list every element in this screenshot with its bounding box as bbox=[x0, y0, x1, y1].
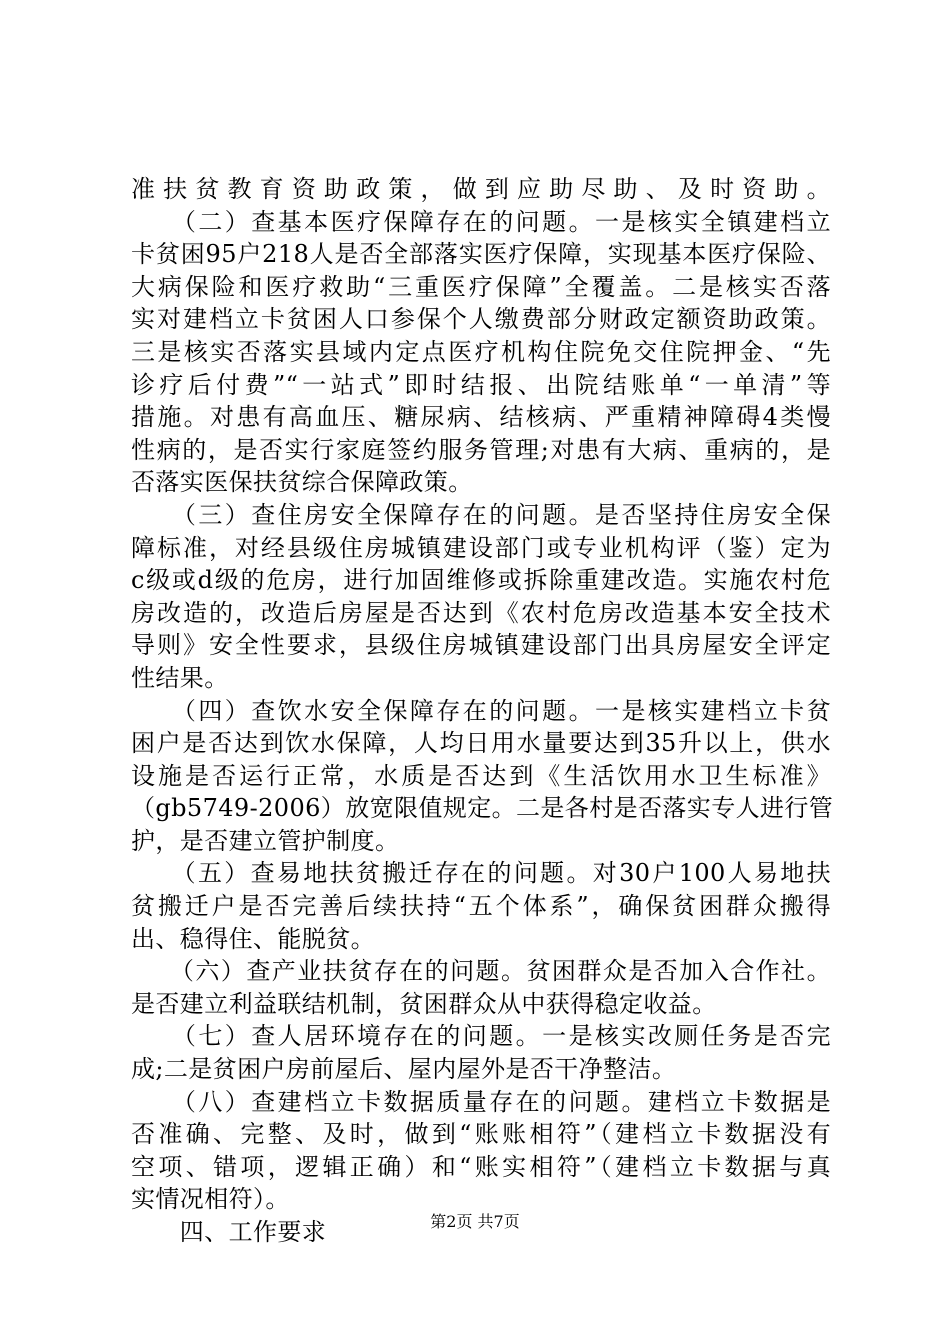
text-line: 实对建档立卡贫困人口参保个人缴费部分财政定额资助政策。 bbox=[131, 305, 831, 334]
text-line: 成;二是贫困户房前屋后、屋内屋外是否干净整洁。 bbox=[131, 1055, 677, 1084]
page-footer: 第2页 共7页 bbox=[430, 1212, 520, 1231]
text-line: 诊疗后付费”“一站式”即时结报、出院结账单“一单清”等 bbox=[131, 370, 831, 399]
section-heading: 四、工作要求 bbox=[131, 1218, 327, 1246]
text-line: 房改造的，改造后房屋是否达到《农村危房改造基本安全技术 bbox=[131, 598, 831, 627]
text-line: 三是核实否落实县域内定点医疗机构住院免交住院押金、“先 bbox=[131, 337, 831, 366]
text-line: 实情况相符）。 bbox=[131, 1185, 290, 1214]
text-line: （七）查人居环境存在的问题。一是核实改厕任务是否完 bbox=[131, 1022, 831, 1051]
text-line: 大病保险和医疗救助“三重医疗保障”全覆盖。二是核实否落 bbox=[131, 272, 831, 301]
document-body bbox=[131, 173, 834, 1249]
text-line: 准扶贫教育资助政策，做到应助尽助、及时资助。 bbox=[131, 175, 831, 203]
text-line: 贫搬迁户是否完善后续扶持“五个体系”，确保贫困群众搬得 bbox=[131, 892, 831, 921]
text-line: 是否建立利益联结机制，贫困群众从中获得稳定收益。 bbox=[131, 989, 717, 1018]
text-line: 障标准，对经县级住房城镇建设部门或专业机构评（鉴）定为 bbox=[131, 533, 831, 562]
text-line: 护，是否建立管护制度。 bbox=[131, 826, 400, 855]
text-line: 导则》安全性要求，县级住房城镇建设部门出具房屋安全评定 bbox=[131, 631, 831, 660]
text-line: 措施。对患有高血压、糖尿病、结核病、严重精神障碍4类慢 bbox=[131, 403, 831, 432]
text-line: （三）查住房安全保障存在的问题。是否坚持住房安全保 bbox=[131, 500, 831, 529]
text-line: 卡贫困95户218人是否全部落实医疗保障，实现基本医疗保险、 bbox=[131, 240, 831, 269]
text-line: 困户是否达到饮水保障，人均日用水量要达到35升以上，供水 bbox=[131, 729, 831, 758]
text-line: 否准确、完整、及时，做到“账账相符”（建档立卡数据没有 bbox=[131, 1120, 831, 1149]
text-line: 设施是否运行正常，水质是否达到《生活饮用水卫生标准》 bbox=[131, 761, 831, 790]
text-line: 出、稳得住、能脱贫。 bbox=[131, 924, 375, 953]
text-line: c级或d级的危房，进行加固维修或拆除重建改造。实施农村危 bbox=[131, 566, 831, 595]
text-line: （八）查建档立卡数据质量存在的问题。建档立卡数据是 bbox=[131, 1087, 831, 1116]
text-line: （gb5749-2006）放宽限值规定。二是各村是否落实专人进行管 bbox=[131, 794, 834, 823]
text-line: （五）查易地扶贫搬迁存在的问题。对30户100人易地扶 bbox=[131, 859, 831, 888]
text-line: （六）查产业扶贫存在的问题。贫困群众是否加入合作社。 bbox=[131, 957, 831, 986]
text-line: （二）查基本医疗保障存在的问题。一是核实全镇建档立 bbox=[131, 207, 831, 236]
text-line: 否落实医保扶贫综合保障政策。 bbox=[131, 468, 473, 497]
text-line: （四）查饮水安全保障存在的问题。一是核实建档立卡贫 bbox=[131, 696, 831, 725]
text-line: 性结果。 bbox=[131, 663, 229, 692]
text-line: 空项、错项，逻辑正确）和“账实相符”（建档立卡数据与真 bbox=[131, 1152, 831, 1181]
text-line: 性病的，是否实行家庭签约服务管理;对患有大病、重病的，是 bbox=[131, 435, 831, 464]
